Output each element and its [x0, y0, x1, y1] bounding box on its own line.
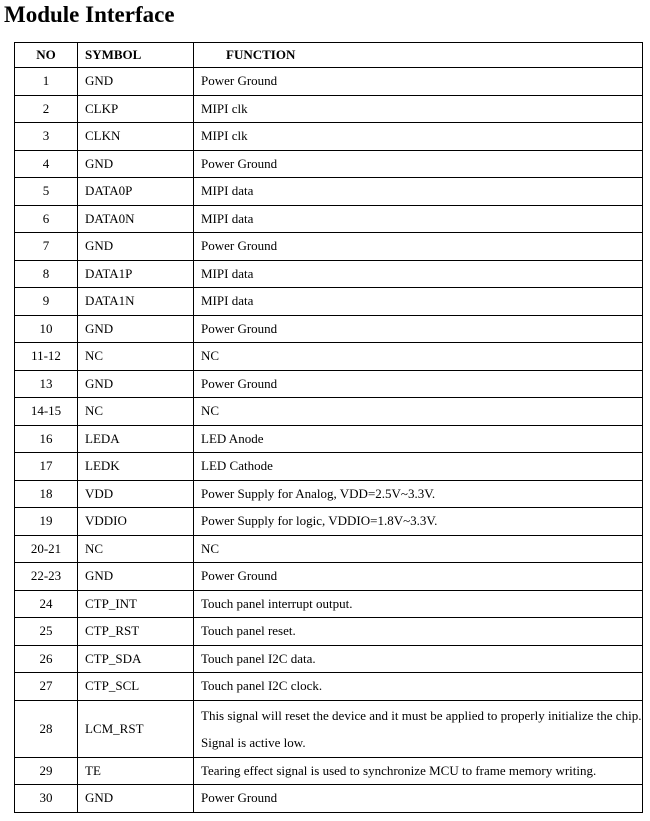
header-no: NO — [15, 43, 78, 68]
symbol-cell: GND — [78, 150, 194, 178]
function-cell: Power Ground — [194, 315, 643, 343]
table-row — [15, 260, 643, 288]
symbol-cell: LEDA — [78, 425, 194, 453]
pin-number-cell: 19 — [15, 508, 78, 536]
function-cell: Power Ground — [194, 233, 643, 261]
table-row — [15, 563, 643, 591]
pin-number-cell: 24 — [15, 590, 78, 618]
symbol-cell: GND — [78, 563, 194, 591]
symbol-cell: DATA0N — [78, 205, 194, 233]
function-cell: NC — [194, 535, 643, 563]
symbol-cell: CLKN — [78, 123, 194, 151]
symbol-cell: CLKP — [78, 95, 194, 123]
pin-number-cell: 25 — [15, 618, 78, 646]
function-cell: MIPI clk — [194, 123, 643, 151]
function-cell: Power Ground — [194, 785, 643, 813]
pin-number-cell: 28 — [15, 700, 78, 757]
header-row — [15, 43, 643, 68]
symbol-cell: DATA1P — [78, 260, 194, 288]
table-row — [15, 343, 643, 371]
function-cell: NC — [194, 343, 643, 371]
table-row — [15, 480, 643, 508]
function-cell: Touch panel interrupt output. — [194, 590, 643, 618]
pin-number-cell: 30 — [15, 785, 78, 813]
table-row — [15, 785, 643, 813]
pin-number-cell: 13 — [15, 370, 78, 398]
function-cell: Power Ground — [194, 150, 643, 178]
table-row — [15, 178, 643, 206]
pin-number-cell: 26 — [15, 645, 78, 673]
table-row — [15, 233, 643, 261]
function-cell: LED Cathode — [194, 453, 643, 481]
symbol-cell: VDD — [78, 480, 194, 508]
function-cell: MIPI clk — [194, 95, 643, 123]
function-cell: MIPI data — [194, 288, 643, 316]
function-cell: Tearing effect signal is used to synchronize MCU to frame memory writing. — [194, 757, 643, 785]
pin-number-cell: 20-21 — [15, 535, 78, 563]
pin-number-cell: 7 — [15, 233, 78, 261]
table-row — [15, 757, 643, 785]
symbol-cell: CTP_SCL — [78, 673, 194, 701]
symbol-cell: DATA0P — [78, 178, 194, 206]
symbol-cell: GND — [78, 785, 194, 813]
symbol-cell: GND — [78, 315, 194, 343]
function-cell: NC — [194, 398, 643, 426]
pin-number-cell: 8 — [15, 260, 78, 288]
pin-number-cell: 10 — [15, 315, 78, 343]
table-row — [15, 68, 643, 96]
table-row — [15, 645, 643, 673]
symbol-cell: LEDK — [78, 453, 194, 481]
table-row — [15, 590, 643, 618]
symbol-cell: GND — [78, 233, 194, 261]
table-row — [15, 370, 643, 398]
table-row — [15, 425, 643, 453]
pin-number-cell: 18 — [15, 480, 78, 508]
table-row — [15, 535, 643, 563]
table-row — [15, 205, 643, 233]
function-cell: Touch panel I2C clock. — [194, 673, 643, 701]
table-row — [15, 508, 643, 536]
table-row — [15, 700, 643, 757]
header-symbol: SYMBOL — [78, 43, 194, 68]
pin-number-cell: 27 — [15, 673, 78, 701]
pin-number-cell: 22-23 — [15, 563, 78, 591]
pin-number-cell: 2 — [15, 95, 78, 123]
function-cell: This signal will reset the device and it must be applied to properly initialize the chip. Signal is active low. — [194, 700, 643, 757]
table-row — [15, 315, 643, 343]
function-cell: Power Ground — [194, 370, 643, 398]
function-cell: MIPI data — [194, 260, 643, 288]
pin-number-cell: 1 — [15, 68, 78, 96]
symbol-cell: CTP_INT — [78, 590, 194, 618]
symbol-cell: CTP_SDA — [78, 645, 194, 673]
symbol-cell: GND — [78, 68, 194, 96]
pin-number-cell: 29 — [15, 757, 78, 785]
symbol-cell: DATA1N — [78, 288, 194, 316]
function-cell: Power Supply for Analog, VDD=2.5V~3.3V. — [194, 480, 643, 508]
pin-number-cell: 3 — [15, 123, 78, 151]
symbol-cell: NC — [78, 398, 194, 426]
table-row — [15, 453, 643, 481]
symbol-cell: GND — [78, 370, 194, 398]
function-cell: Touch panel reset. — [194, 618, 643, 646]
pin-number-cell: 14-15 — [15, 398, 78, 426]
pin-number-cell: 11-12 — [15, 343, 78, 371]
page-title: Module Interface — [4, 2, 175, 27]
table-row — [15, 288, 643, 316]
function-cell: Power Ground — [194, 563, 643, 591]
pin-number-cell: 6 — [15, 205, 78, 233]
table-row — [15, 95, 643, 123]
table-row — [15, 123, 643, 151]
symbol-cell: NC — [78, 343, 194, 371]
function-cell: Power Ground — [194, 68, 643, 96]
function-cell: MIPI data — [194, 205, 643, 233]
symbol-cell: LCM_RST — [78, 700, 194, 757]
table-row — [15, 618, 643, 646]
function-cell: Touch panel I2C data. — [194, 645, 643, 673]
symbol-cell: TE — [78, 757, 194, 785]
pin-number-cell: 16 — [15, 425, 78, 453]
pin-number-cell: 9 — [15, 288, 78, 316]
pin-number-cell: 4 — [15, 150, 78, 178]
symbol-cell: NC — [78, 535, 194, 563]
pin-number-cell: 5 — [15, 178, 78, 206]
function-cell: MIPI data — [194, 178, 643, 206]
module-interface-table — [14, 42, 643, 813]
symbol-cell: CTP_RST — [78, 618, 194, 646]
header-function: FUNCTION — [194, 43, 643, 68]
table-row — [15, 673, 643, 701]
function-cell: LED Anode — [194, 425, 643, 453]
function-cell: Power Supply for logic, VDDIO=1.8V~3.3V. — [194, 508, 643, 536]
table-row — [15, 398, 643, 426]
table-row — [15, 150, 643, 178]
pin-number-cell: 17 — [15, 453, 78, 481]
symbol-cell: VDDIO — [78, 508, 194, 536]
